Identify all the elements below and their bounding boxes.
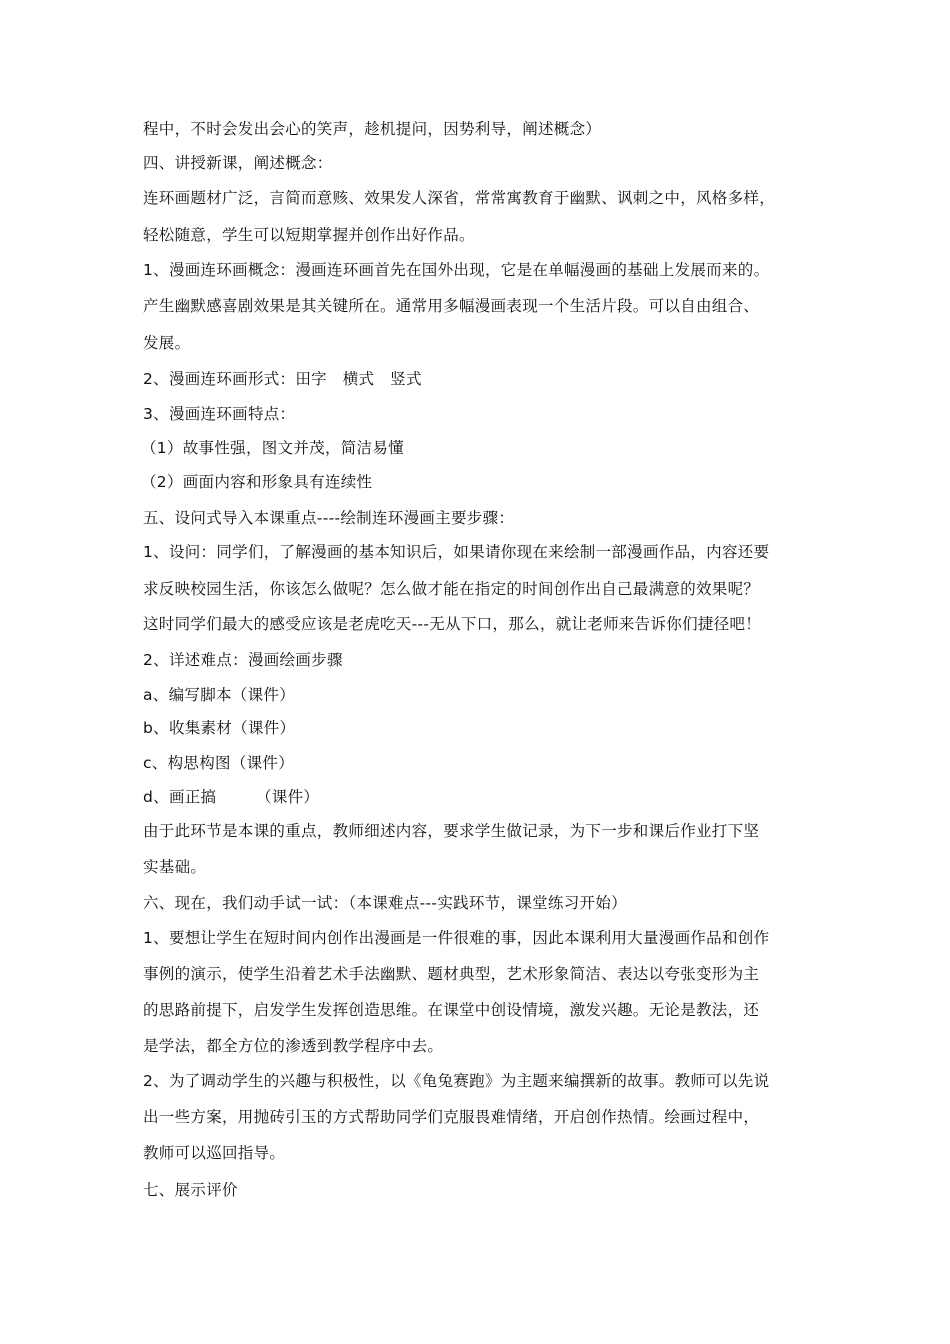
text-line: 产生幽默感喜剧效果是其关键所在。通常用多幅漫画表现一个生活片段。可以自由组合、 bbox=[143, 297, 760, 315]
section-heading: 六、现在，我们动手试一试：（本课难点---实践环节，课堂练习开始） bbox=[143, 894, 627, 912]
text-line: 程中，不时会发出会心的笑声，趁机提问，因势利导，阐述概念） bbox=[143, 120, 602, 138]
text-line: 的思路前提下，启发学生发挥创造思维。在课堂中创设情境，激发兴趣。无论是教法，还 bbox=[143, 1001, 760, 1019]
text-line: 2、详述难点：漫画绘画步骤 bbox=[143, 651, 343, 669]
text-line: 出一些方案，用抛砖引玉的方式帮助同学们克服畏难情绪，开启创作热情。绘画过程中， bbox=[143, 1108, 760, 1126]
list-item: c、构思构图（课件） bbox=[143, 754, 295, 772]
text-line: 是学法，都全方位的渗透到教学程序中去。 bbox=[143, 1037, 444, 1055]
text-line: 1、要想让学生在短时间内创作出漫画是一件很难的事，因此本课利用大量漫画作品和创作 bbox=[143, 929, 770, 947]
text-line: 3、漫画连环画特点： bbox=[143, 405, 296, 423]
section-heading: 七、展示评价 bbox=[143, 1181, 238, 1199]
text-line: 连环画题材广泛，言简而意赅、效果发人深省，常常寓教育于幽默、讽刺之中，风格多样， bbox=[143, 189, 776, 207]
text-line: 1、设问：同学们，了解漫画的基本知识后，如果请你现在来绘制一部漫画作品，内容还要 bbox=[143, 543, 770, 561]
text-line: 发展。 bbox=[143, 334, 191, 352]
list-item: d、画正搞 （课件） bbox=[143, 788, 320, 806]
text-line: （2）画面内容和形象具有连续性 bbox=[141, 473, 373, 491]
text-line: 这时同学们最大的感受应该是老虎吃天---无从下口，那么，就让老师来告诉你们捷径吧！ bbox=[143, 615, 762, 633]
list-item: a、编写脚本（课件） bbox=[143, 686, 295, 704]
text-line: 实基础。 bbox=[143, 858, 207, 876]
text-line: 事例的演示，使学生沿着艺术手法幽默、题材典型，艺术形象简洁、表达以夸张变形为主 bbox=[143, 965, 760, 983]
text-line: （1）故事性强，图文并茂，简洁易懂 bbox=[141, 439, 404, 457]
text-line: 由于此环节是本课的重点，教师细述内容，要求学生做记录，为下一步和课后作业打下坚 bbox=[143, 822, 760, 840]
text-line: 求反映校园生活，你该怎么做呢？怎么做才能在指定的时间创作出自己最满意的效果呢？ bbox=[143, 580, 760, 598]
text-line: 1、漫画连环画概念：漫画连环画首先在国外出现，它是在单幅漫画的基础上发展而来的。 bbox=[143, 261, 770, 279]
text-line: 轻松随意，学生可以短期掌握并创作出好作品。 bbox=[143, 226, 475, 244]
section-heading: 五、设问式导入本课重点----绘制连环漫画主要步骤： bbox=[143, 509, 515, 527]
list-item: b、收集素材（课件） bbox=[143, 719, 296, 737]
text-line: 2、漫画连环画形式：田字 横式 竖式 bbox=[143, 370, 422, 388]
text-line: 教师可以巡回指导。 bbox=[143, 1144, 286, 1162]
text-line: 2、为了调动学生的兴趣与积极性，以《龟兔赛跑》为主题来编撰新的故事。教师可以先说 bbox=[143, 1072, 770, 1090]
section-heading: 四、讲授新课，阐述概念： bbox=[143, 154, 333, 172]
